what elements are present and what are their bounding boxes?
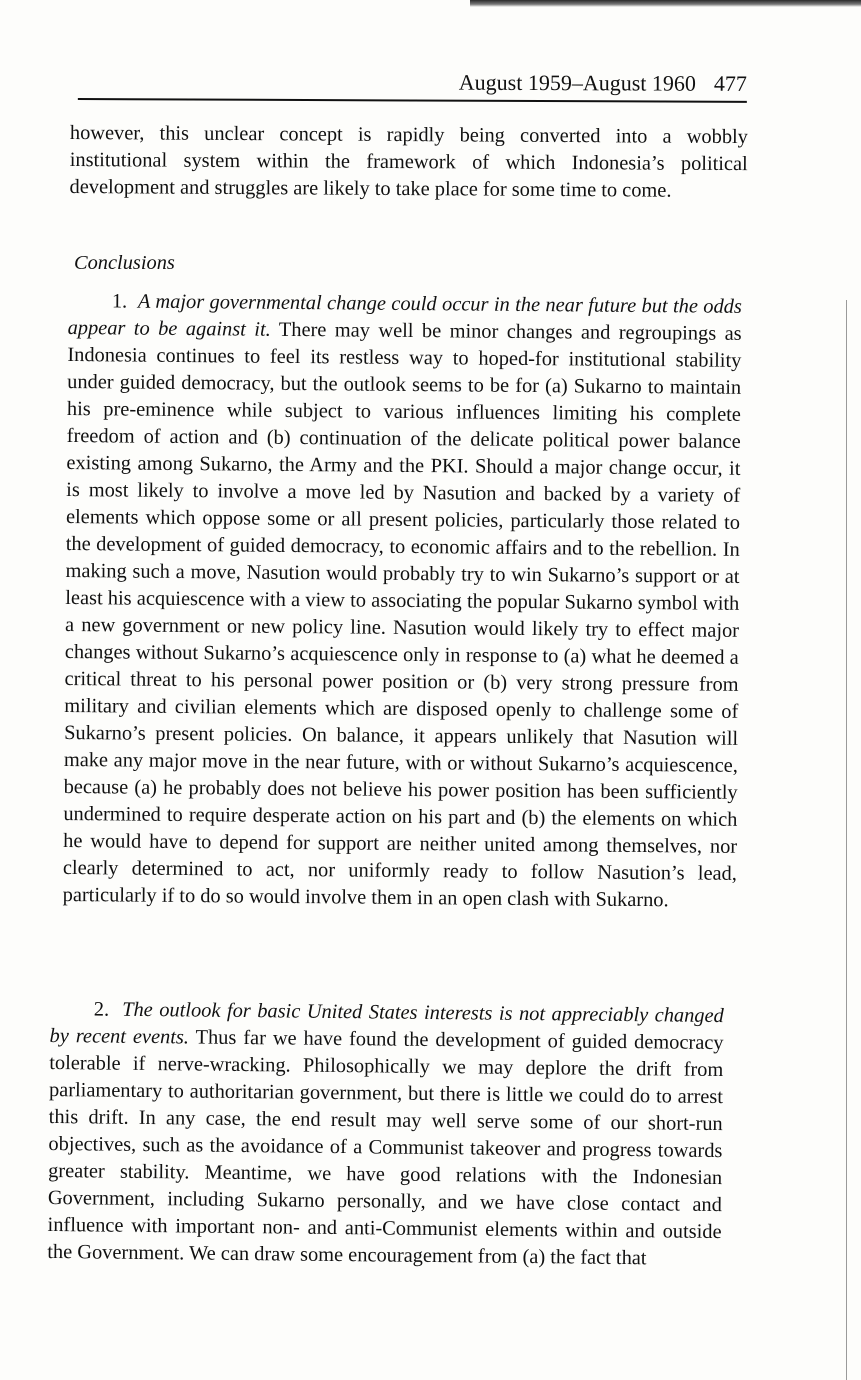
paragraph-lead: A major governmental change could occur in the near future but the odds appear to be against it. [67, 290, 742, 341]
page-number: 477 [713, 70, 747, 96]
paragraph-lead: The outlook for basic United States interests is not appreciably changed by recent events. [49, 998, 724, 1049]
header-date-range: August 1959–August 1960 [458, 69, 696, 96]
conclusion-paragraph-2 [47, 996, 724, 1273]
intro-paragraph [70, 120, 748, 205]
intro-text: however, this unclear concept is rapidly being converted into a wobbly institutional system within the framework of which Indonesia’s political development and struggles are likely to take place for some time to come. [69, 121, 748, 202]
section-heading: Conclusions [74, 252, 175, 274]
paragraph-body: Thus far we have found the development of guided democracy tolerable if nerve-wracking. Philosophically we may deplore the drift from parliamentary to authoritarian government, but there is little we could do to arrest this drift. In any case, the end result may well serve some of our short-run objectives, such as the avoidance of a Communist takeover and progress towards greater stability. Meantime, we have good relations with the Indonesian Government, including Sukarno personally, and we have close contact and influence with important non- and anti-Communist elements within and outside the Government. We can draw some encouragement from (a) the fact that [47, 1026, 724, 1270]
paragraph-body: There may well be minor changes and regroupings as Indonesia continues to feel its restless way to hoped-for institutional stability under guided democracy, but the outlook seems to be for (a) Sukarno to maintain his pre-eminence while subject to various influences limiting his complete freedom of action and (b) continuation of the delicate political power balance existing among Sukarno, the Army and the PKI. Should a major change occur, it is most likely to involve a move led by Nasution and backed by a variety of elements which oppose some or all present policies, particularly those related to the development of guided democracy, to economic affairs and to the rebellion. In making such a move, Nasution would probably try to win Sukarno’s support or at least his acquiescence with a view to associating the popular Sukarno symbol with a new government or new policy line. Nasution would likely try to effect major changes without Sukarno’s acquiescence only in response to (a) what he deemed a critical threat to his personal power position or (b) very strong pressure from military and civilian elements which are disposed openly to challenge some of Sukarno’s present policies. On balance, it appears unlikely that Nasution will make any major move in the near future, with or without Sukarno’s acquiescence, because (a) he probably does not believe his power position has been sufficiently undermined to require desperate action on his part and (b) the elements on which he would have to depend for support are neither united among themselves, nor clearly determined to act, nor uniformly ready to follow Nasution’s lead, particularly if to do so would involve them in an open clash with Sukarno. [62, 318, 742, 912]
running-header [78, 66, 747, 103]
paragraph-number: 1. [111, 290, 128, 313]
scan-shadow-right [846, 300, 847, 1380]
paragraph-number: 2. [93, 998, 110, 1021]
conclusion-paragraph-1 [63, 288, 742, 915]
scan-shadow-top [470, 0, 861, 7]
